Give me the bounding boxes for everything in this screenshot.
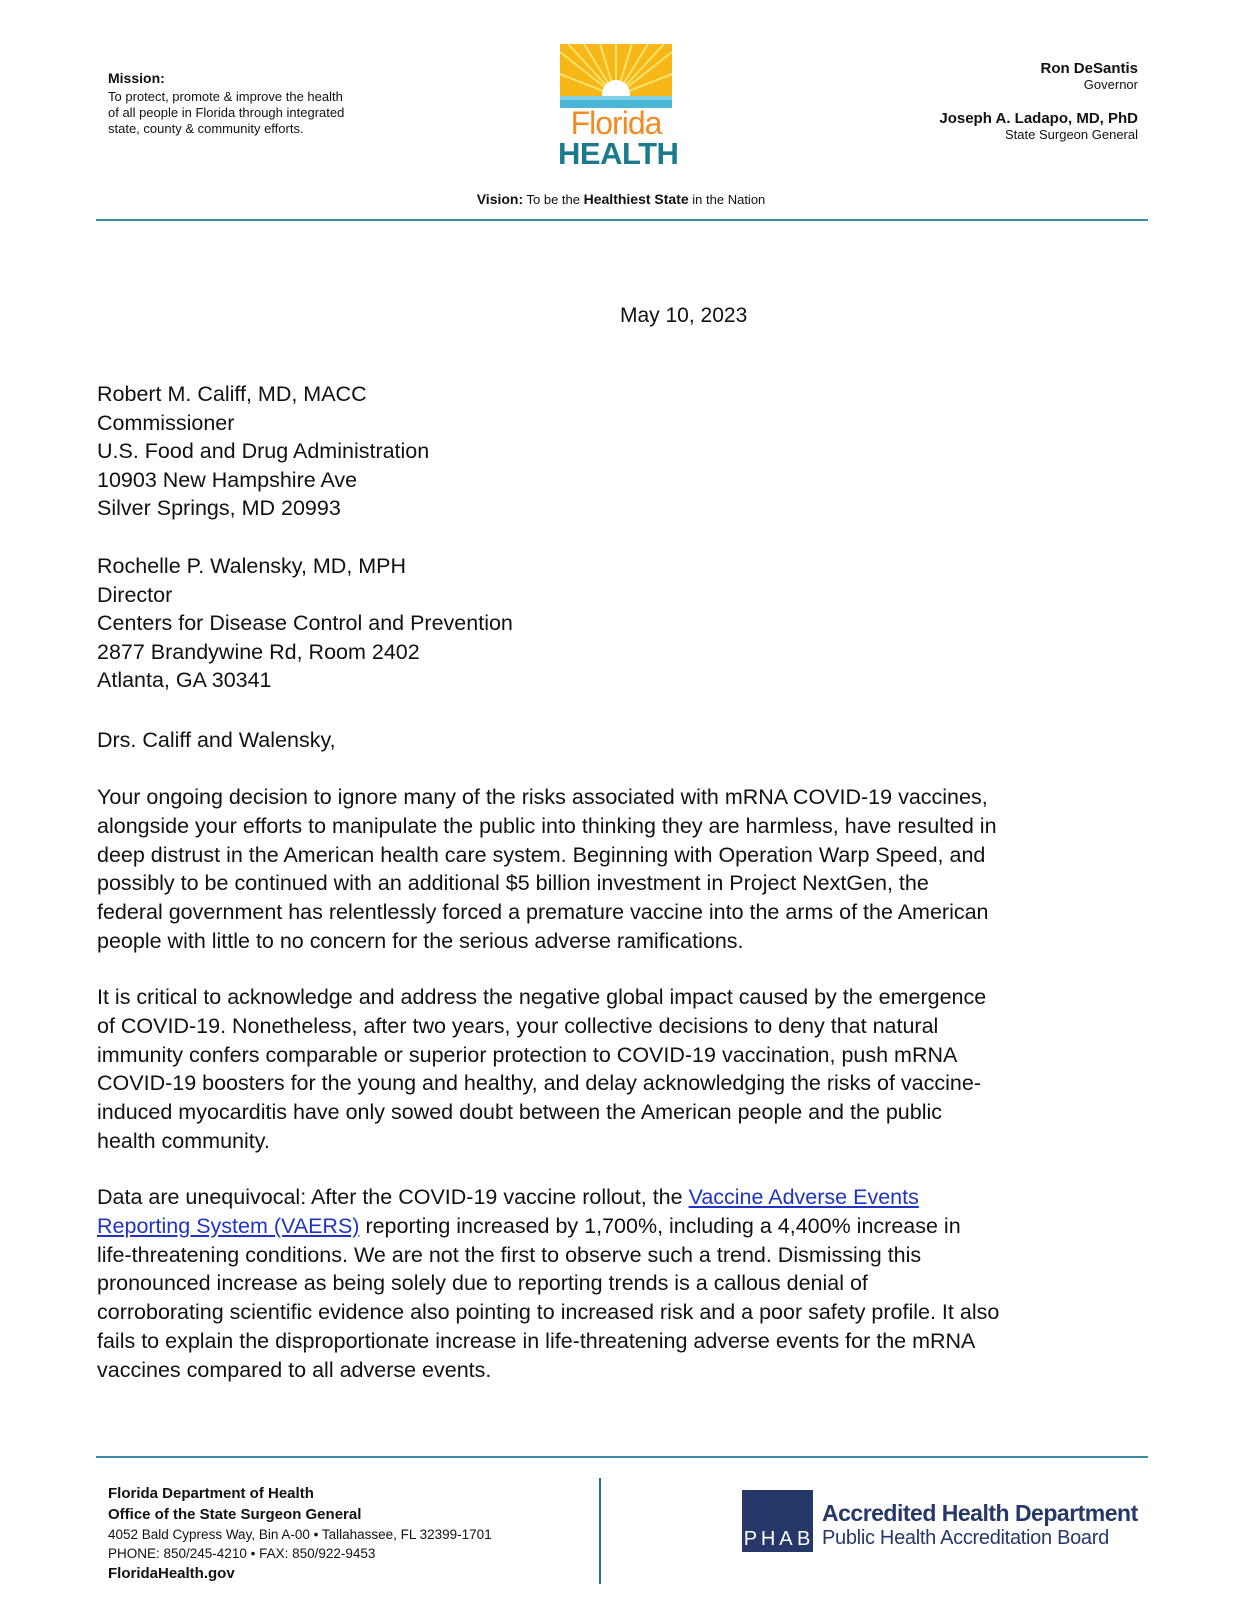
footer-contact bbox=[108, 1483, 492, 1584]
address-line: Atlanta, GA 30341 bbox=[97, 668, 272, 693]
address-line: Robert M. Califf, MD, MACC bbox=[97, 382, 367, 406]
footer-website[interactable]: FloridaHealth.gov bbox=[108, 1565, 235, 1582]
paragraph-line: possibly to be continued with an additional $5 billion investment in Project NextGen, the bbox=[97, 871, 929, 896]
paragraph-text: Data are unequivocal: After the COVID-19 vaccine rollout, the bbox=[97, 1185, 689, 1209]
paragraph-line: of COVID-19. Nonetheless, after two years, your collective decisions to deny that natural bbox=[97, 1013, 939, 1038]
paragraph-line: Your ongoing decision to ignore many of the risks associated with mRNA COVID-19 vaccines, bbox=[97, 785, 988, 809]
paragraph-line: induced myocarditis have only sowed doubt between the American people and the public bbox=[97, 1100, 943, 1125]
phab-letter: H bbox=[760, 1528, 778, 1550]
paragraph-text: reporting increased by 1,700%, including a 4,400% increase in bbox=[359, 1213, 961, 1238]
paragraph-line: pronounced increase as being solely due to reporting trends is a callous denial of bbox=[97, 1271, 868, 1296]
paragraph-line: corroborating scientific evidence also pointing to increased risk and a poor safety profile. It also bbox=[97, 1300, 1000, 1325]
mission-line: state, county & community efforts. bbox=[108, 121, 304, 136]
footer-vertical-divider bbox=[599, 1478, 601, 1584]
vision-label: Vision: bbox=[476, 191, 524, 207]
vaers-link[interactable]: Vaccine Adverse Events bbox=[688, 1185, 919, 1209]
vision-text-pre: To be the bbox=[523, 192, 584, 207]
mission-line: of all people in Florida through integrated bbox=[108, 105, 345, 120]
vision-text-post: in the Nation bbox=[688, 192, 766, 207]
header-divider bbox=[96, 219, 1148, 221]
mission-line: To protect, promote & improve the health bbox=[108, 89, 343, 104]
phab-letter: B bbox=[795, 1528, 813, 1550]
footer-divider bbox=[96, 1456, 1148, 1458]
paragraph-1 bbox=[97, 783, 1157, 956]
paragraph-line: vaccines compared to all adverse events. bbox=[97, 1357, 492, 1382]
address-line: Centers for Disease Control and Prevention bbox=[97, 611, 513, 636]
mission-statement bbox=[108, 70, 388, 137]
paragraph-line: life-threatening conditions. We are not the first to observe such a trend. Dismissing this bbox=[97, 1242, 922, 1267]
address-line: 2877 Brandywine Rd, Room 2402 bbox=[97, 639, 420, 664]
surgeon-general-title: State Surgeon General bbox=[1005, 127, 1138, 142]
footer-phone: PHONE: 850/245-4210 • FAX: 850/922-9453 bbox=[108, 1546, 376, 1561]
paragraph-line: COVID-19 boosters for the young and healthy, and delay acknowledging the risks of vaccine- bbox=[97, 1071, 981, 1096]
address-line: Rochelle P. Walensky, MD, MPH bbox=[97, 554, 407, 578]
logo-text-health: HEALTH bbox=[558, 136, 679, 171]
address-line: U.S. Food and Drug Administration bbox=[97, 439, 430, 464]
paragraph-line: immunity confers comparable or superior protection to COVID-19 vaccination, push mRNA bbox=[97, 1042, 958, 1067]
logo-text-florida: Florida bbox=[570, 105, 662, 141]
officials-block bbox=[939, 58, 1138, 161]
sunburst-icon bbox=[560, 44, 672, 108]
recipient-address-fda bbox=[97, 380, 429, 523]
governor-title: Governor bbox=[1083, 77, 1138, 92]
address-line: Director bbox=[97, 582, 173, 607]
accredited-text: Accredited Health Department bbox=[822, 1500, 1138, 1526]
vaers-link-continued[interactable]: Reporting System (VAERS) bbox=[97, 1213, 360, 1238]
accreditation-board-text: Public Health Accreditation Board bbox=[822, 1527, 1109, 1549]
paragraph-line: alongside your efforts to manipulate the public into thinking they are harmless, have resulted in bbox=[97, 813, 997, 838]
vision-statement bbox=[0, 191, 1242, 207]
phab-letter: A bbox=[778, 1528, 796, 1550]
recipient-address-cdc bbox=[97, 552, 513, 695]
paragraph-line: people with little to no concern for the serious adverse ramifications. bbox=[97, 928, 744, 953]
governor-name: Ron DeSantis bbox=[1040, 60, 1138, 77]
paragraph-line: deep distrust in the American health care system. Beginning with Operation Warp Speed, and bbox=[97, 842, 986, 867]
paragraph-line: health community. bbox=[97, 1128, 270, 1153]
phab-letter: P bbox=[742, 1528, 760, 1550]
footer-org: Florida Department of Health bbox=[108, 1485, 314, 1502]
footer-address: 4052 Bald Cypress Way, Bin A-00 • Tallahassee, FL 32399-1701 bbox=[108, 1527, 492, 1542]
address-line: 10903 New Hampshire Ave bbox=[97, 467, 358, 492]
surgeon-general-name: Joseph A. Ladapo, MD, PhD bbox=[939, 110, 1138, 127]
vision-text-bold: Healthiest State bbox=[583, 191, 689, 207]
paragraph-3 bbox=[97, 1183, 1157, 1385]
paragraph-2 bbox=[97, 983, 1157, 1156]
address-line: Commissioner bbox=[97, 410, 235, 435]
paragraph-line: It is critical to acknowledge and address the negative global impact caused by the emergence bbox=[97, 985, 987, 1009]
footer-office: Office of the State Surgeon General bbox=[108, 1506, 362, 1523]
letter-date: May 10, 2023 bbox=[620, 304, 748, 327]
florida-health-logo bbox=[558, 44, 679, 174]
phab-letters bbox=[742, 1528, 813, 1550]
salutation: Drs. Califf and Walensky, bbox=[97, 728, 336, 752]
paragraph-line: federal government has relentlessly forced a premature vaccine into the arms of the American bbox=[97, 900, 989, 925]
address-line: Silver Springs, MD 20993 bbox=[97, 496, 341, 521]
paragraph-line: fails to explain the disproportionate increase in life-threatening adverse events for the mRNA bbox=[97, 1328, 976, 1353]
mission-label: Mission: bbox=[108, 70, 165, 86]
